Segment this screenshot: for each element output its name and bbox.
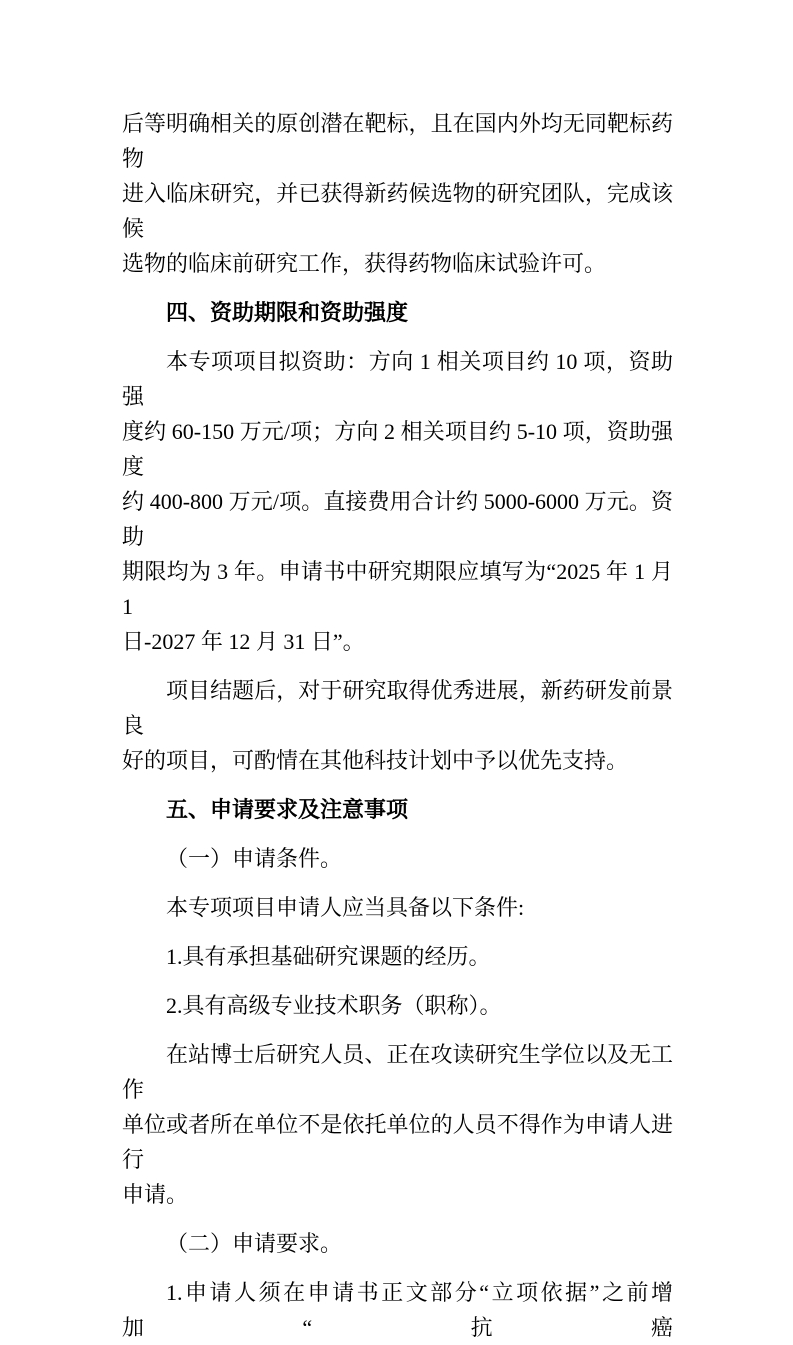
text-line: 日-2027 年 12 月 31 日”。 bbox=[122, 629, 365, 654]
text-line: 单位或者所在单位不是依托单位的人员不得作为申请人进行 bbox=[122, 1112, 673, 1172]
text-line: 度约 60-150 万元/项；方向 2 相关项目约 5-10 项，资助强度 bbox=[122, 419, 673, 479]
paragraph-continuation bbox=[122, 106, 673, 281]
paragraph-requirement-1 bbox=[122, 1275, 673, 1345]
text-line: 本专项项目申请人应当具备以下条件: bbox=[166, 895, 525, 920]
text-line: （一）申请条件。 bbox=[166, 846, 343, 871]
section-heading-funding: 四、资助期限和资助强度 bbox=[166, 300, 409, 325]
text-line: 好的项目，可酌情在其他科技计划中予以优先支持。 bbox=[122, 748, 629, 773]
paragraph-funding-details bbox=[122, 344, 673, 659]
text-line: 1.具有承担基础研究课题的经历。 bbox=[166, 944, 491, 969]
paragraph-application-requirements-title bbox=[122, 1226, 673, 1261]
text-line: 进入临床研究，并已获得新药候选物的研究团队，完成该候 bbox=[122, 181, 673, 241]
paragraph-conditions-intro bbox=[122, 890, 673, 925]
paragraph-condition-2 bbox=[122, 988, 673, 1023]
text-line: 项目结题后，对于研究取得优秀进展，新药研发前景良 bbox=[122, 678, 673, 738]
text-line: 申请。 bbox=[122, 1182, 189, 1207]
text-line: 期限均为 3 年。申请书中研究期限应填写为“2025 年 1 月 1 bbox=[122, 559, 673, 619]
text-line: 选物的临床前研究工作，获得药物临床试验许可。 bbox=[122, 251, 607, 276]
section-heading-application: 五、申请要求及注意事项 bbox=[166, 797, 409, 822]
paragraph-application-conditions-title bbox=[122, 841, 673, 876]
paragraph-condition-1 bbox=[122, 939, 673, 974]
text-line: 1.申请人须在申请书正文部分“立项依据”之前增加“抗癌 bbox=[122, 1280, 673, 1340]
text-line: 后等明确相关的原创潜在靶标，且在国内外均无同靶标药物 bbox=[122, 111, 673, 171]
text-line: 本专项项目拟资助：方向 1 相关项目约 10 项，资助强 bbox=[122, 349, 673, 409]
text-line: （二）申请要求。 bbox=[166, 1231, 343, 1256]
paragraph-ineligible-applicants bbox=[122, 1037, 673, 1212]
text-line: 约 400-800 万元/项。直接费用合计约 5000-6000 万元。资助 bbox=[122, 489, 673, 549]
text-line: 2.具有高级专业技术职务（职称）。 bbox=[166, 993, 502, 1018]
paragraph-followup-support bbox=[122, 673, 673, 778]
text-line: 在站博士后研究人员、正在攻读研究生学位以及无工作 bbox=[122, 1042, 673, 1102]
